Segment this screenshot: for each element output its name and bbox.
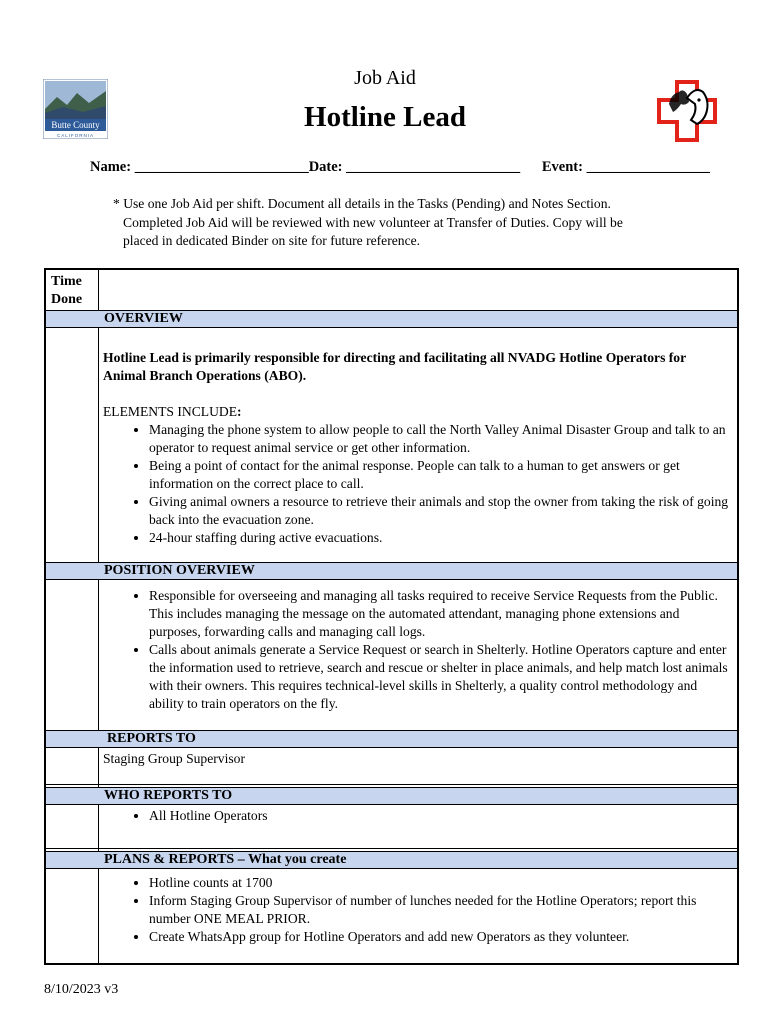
name-date-event-fields[interactable]: Name: ________________________Date: ________________________ Event: _________________ <box>90 159 710 175</box>
elements-include-label: ELEMENTS INCLUDE: <box>103 404 242 419</box>
position-list <box>103 587 729 713</box>
who-reports-to-band <box>46 787 737 805</box>
overview-content <box>103 349 729 547</box>
doc-title: Hotline Lead <box>304 101 466 133</box>
list-item: • Responsible for overseeing and managing all tasks required to receive Service Requests from the Public. This includes managing the message on the automated attendant, managing phone extensions and purposes, forwarding calls and managing call logs. <box>149 587 729 641</box>
time-done-header <box>51 273 82 309</box>
plans-reports-content <box>103 874 729 946</box>
plans-reports-heading: PLANS & REPORTS – What you create <box>104 852 347 867</box>
job-aid-table <box>44 268 739 965</box>
list-item: • Hotline counts at 1700 <box>149 874 729 892</box>
list-item: • 24-hour staffing during active evacuations. <box>149 529 729 547</box>
who-reports-list <box>103 807 729 825</box>
plans-reports-band <box>46 851 737 869</box>
who-reports-to-heading: WHO REPORTS TO <box>104 788 233 803</box>
reports-to-band <box>46 730 737 748</box>
reports-to-value: Staging Group Supervisor <box>103 751 245 766</box>
list-item: • Managing the phone system to allow people to call the North Valley Animal Disaster Group and talk to an operator to request animal service or get other information. <box>149 421 729 457</box>
elements-list <box>103 421 729 547</box>
logo-text: Butte County <box>51 120 100 130</box>
note-line-1: * Use one Job Aid per shift. Document all details in the Tasks (Pending) and Notes Section. <box>113 196 611 211</box>
time-label: Time <box>51 274 82 289</box>
usage-note <box>113 195 713 251</box>
list-item: • Giving animal owners a resource to retrieve their animals and stop the owner from taking the risk of going back into the evacuation zone. <box>149 493 729 529</box>
position-overview-content <box>103 587 729 713</box>
plans-reports-list <box>103 874 729 946</box>
list-item: • All Hotline Operators <box>149 807 729 825</box>
who-reports-to-content <box>103 807 729 825</box>
row-divider <box>46 784 737 785</box>
note-line-3: placed in dedicated Binder on site for future reference. <box>123 233 421 248</box>
list-item: • Being a point of contact for the animal response. People can talk to a human to get answers or get information on the correct place to call. <box>149 457 729 493</box>
position-overview-band <box>46 562 737 580</box>
list-item: • Create WhatsApp group for Hotline Operators and add new Operators as they volunteer. <box>149 928 729 946</box>
list-item: • Calls about animals generate a Service Request or search in Shelterly. Hotline Operators capture and enter the information used to retrieve, search and rescue or shelter in place animals, and help match lost animals with their owners. This requires technical-level skills in Shelterly, a quality control methodology and ability to train operators on the fly. <box>149 641 729 713</box>
done-label: Done <box>51 292 83 307</box>
overview-heading: OVERVIEW <box>104 311 183 326</box>
footer-version: 8/10/2023 v3 <box>44 982 119 997</box>
logo-subtext: CALIFORNIA <box>56 133 95 138</box>
position-overview-heading: POSITION OVERVIEW <box>104 563 255 578</box>
reports-to-heading: REPORTS TO <box>107 731 196 746</box>
doc-subtitle: Job Aid <box>354 67 416 89</box>
overview-band <box>46 310 737 328</box>
list-item: • Inform Staging Group Supervisor of number of lunches needed for the Hotline Operators; report this number ONE MEAL PRIOR. <box>149 892 729 928</box>
row-divider <box>46 848 737 849</box>
note-line-2: Completed Job Aid will be reviewed with new volunteer at Transfer of Duties. Copy will be <box>123 214 623 230</box>
overview-intro: Hotline Lead is primarily responsible for directing and facilitating all NVADG Hotline Operators for Animal Branch Operations (ABO). <box>103 350 686 383</box>
